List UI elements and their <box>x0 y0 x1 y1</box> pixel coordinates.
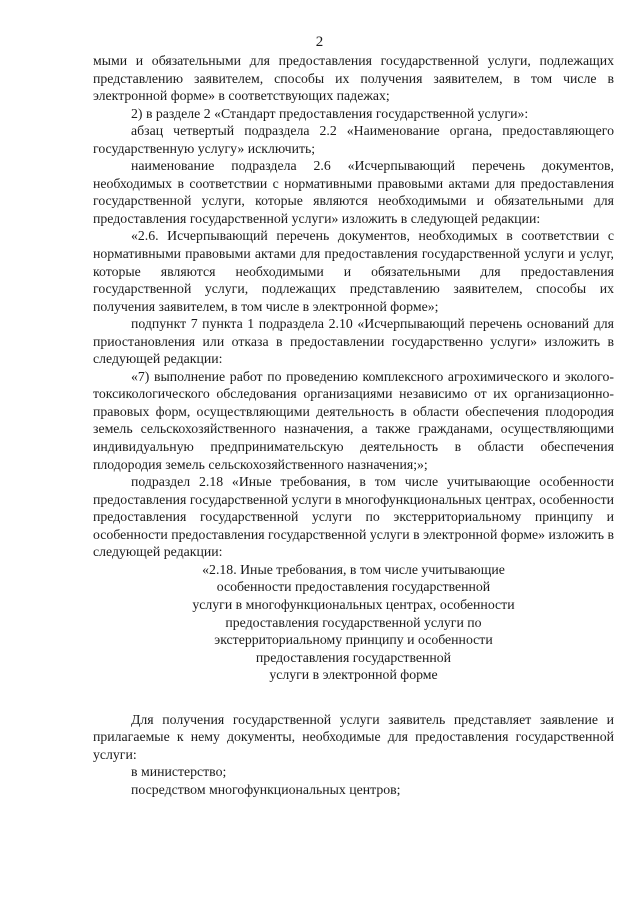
paragraph: мыми и обязательными для предоставления государственной услуги, подлежащих представлению заявителем, способы их получения заявителем, в том числе в электронной форме» в соответствующих падежах; <box>93 53 614 104</box>
paragraph: подраздел 2.18 «Иные требования, в том числе учитывающие особенности предоставления государственной услуги в многофункциональных центрах, особенности предоставления государственной услуги по экстерриториальному принципу и особенности предоставления государственной услуги в электронной форме» изложить в следующей редакции: <box>93 474 614 560</box>
page-number: 2 <box>315 34 324 50</box>
paragraph: 2) в разделе 2 «Стандарт предоставления государственной услуги»: <box>131 105 529 121</box>
section-body <box>93 711 614 799</box>
heading-line: предоставления государственной услуги по <box>225 614 482 630</box>
paragraph: «7) выполнение работ по проведению комплексного агрохимического и эколого-токсикологического обследования организациями независимо от их организационно-правовых форм, осуществляющими деятельность в области обеспечения плодородия земель сельскохозяйственного назначения, а также гражданами, осуществляющими индивидуальную предпринимательскую деятельность в области обеспечения плодородия земель сельскохозяйственного назначения;»; <box>93 368 614 472</box>
document-body <box>93 52 614 798</box>
paragraph: в министерство; <box>131 764 227 780</box>
section-heading <box>93 561 614 684</box>
paragraph: подпункт 7 пункта 1 подраздела 2.10 «Исчерпывающий перечень оснований для приостановления или отказа в предоставлении государственно услуги» изложить в следующей редакции: <box>93 316 614 367</box>
heading-line: «2.18. Иные требования, в том числе учитывающие <box>202 561 505 577</box>
heading-line: экстерриториальному принципу и особенности <box>214 632 493 648</box>
heading-line: предоставления государственной <box>255 649 452 665</box>
heading-line: особенности предоставления государственной <box>216 579 491 595</box>
heading-line: услуги в многофункциональных центрах, особенности <box>192 596 515 612</box>
spacer <box>93 684 614 711</box>
heading-line: услуги в электронной форме <box>269 667 438 683</box>
paragraph: наименование подраздела 2.6 «Исчерпывающий перечень документов, необходимых в соответствии с нормативными правовыми актами для предоставления государственной услуги, которые являются необходимыми и обязательными для предоставления государственной услуги» изложить в следующей редакции: <box>93 158 614 226</box>
paragraph: посредством многофункциональных центров; <box>131 781 401 797</box>
paragraph: «2.6. Исчерпывающий перечень документов, необходимых в соответствии с нормативными правовыми актами для предоставления государственной услуги и услуг, которые являются необходимыми и обязательными для предоставления государственной услуги, подлежащих представлению заявителем, способы их получения заявителем, в том числе в электронной форме»; <box>93 228 614 314</box>
amendment-text-block <box>93 52 614 561</box>
paragraph: абзац четвертый подраздела 2.2 «Наименование органа, предоставляющего государственную услугу» исключить; <box>93 123 614 156</box>
paragraph: Для получения государственной услуги заявитель представляет заявление и прилагаемые к нему документы, необходимые для предоставления государственной услуги: <box>93 711 614 762</box>
